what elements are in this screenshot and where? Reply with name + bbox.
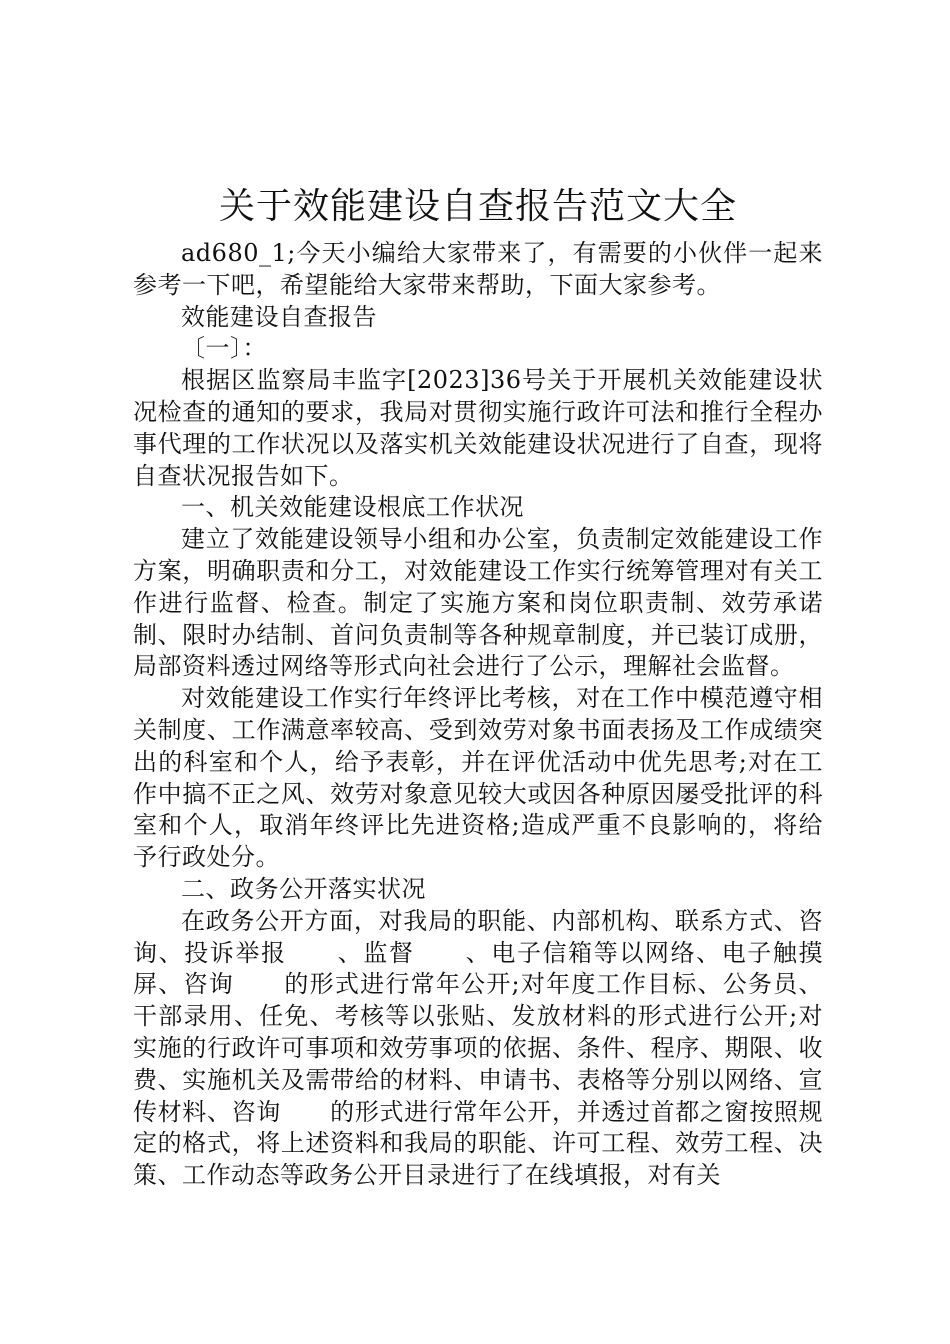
paragraph-organization: 建立了效能建设领导小组和办公室，负责制定效能建设工作方案，明确职责和分工，对效能建设工作实行统筹管理对有关工作进行监督、检查。制定了实施方案和岗位职责制、效劳承诺制、限时办结制、首问负责制等各种规章制度，并已装订成册，局部资料透过网络等形式向社会进行了公示，理解社会监督。	[133, 525, 823, 681]
paragraph-evaluation: 对效能建设工作实行年终评比考核，对在工作中模范遵守相关制度、工作满意率较高、受到效劳对象书面表扬及工作成绩突出的科室和个人，给予表彰，并在评优活动中优先思考;对在工作中搞不正之风、效劳对象意见较大或因各种原因屡受批评的科室和个人，取消年终评比先进资格;造成严重不良影响的，将给予行政处分。	[133, 684, 823, 872]
section-marker: 〔一〕：	[181, 334, 267, 363]
section-heading-1: 一、机关效能建设根底工作状况	[181, 493, 524, 522]
report-subtitle: 效能建设自查报告	[181, 302, 377, 331]
section-heading-2: 二、政务公开落实状况	[181, 874, 426, 903]
document-title: 关于效能建设自查报告范文大全	[218, 186, 737, 227]
intro-paragraph: ad680_1;今天小编给大家带来了，有需要的小伙伴一起来参考一下吧，希望能给大家带来帮助，下面大家参考。	[133, 239, 823, 299]
paragraph-disclosure: 在政务公开方面，对我局的职能、内部机构、联系方式、咨询、投诉举报 、监督 、电子信箱等以网络、电子触摸屏、咨询 的形式进行常年公开;对年度工作目标、公务员、干部录用、任免、考核等以张贴、发放材料的形式进行公开;对实施的行政许可事项和效劳事项的依据、条件、程序、期限、收费、实施机关及需带给的材料、申请书、表格等分别以网络、宣传材料、咨询 的形式进行常年公开，并透过首都之窗按照规定的格式，将上述资料和我局的职能、许可工程、效劳工程、决策、工作动态等政务公开目录进行了在线填报，对有关	[133, 906, 823, 1190]
document-page	[133, 180, 823, 1192]
paragraph-notice: 根据区监察局丰监字[2023]36号关于开展机关效能建设状况检查的通知的要求，我局对贯彻实施行政许可法和推行全程办事代理的工作状况以及落实机关效能建设状况进行了自查，现将自查状况报告如下。	[133, 366, 823, 490]
